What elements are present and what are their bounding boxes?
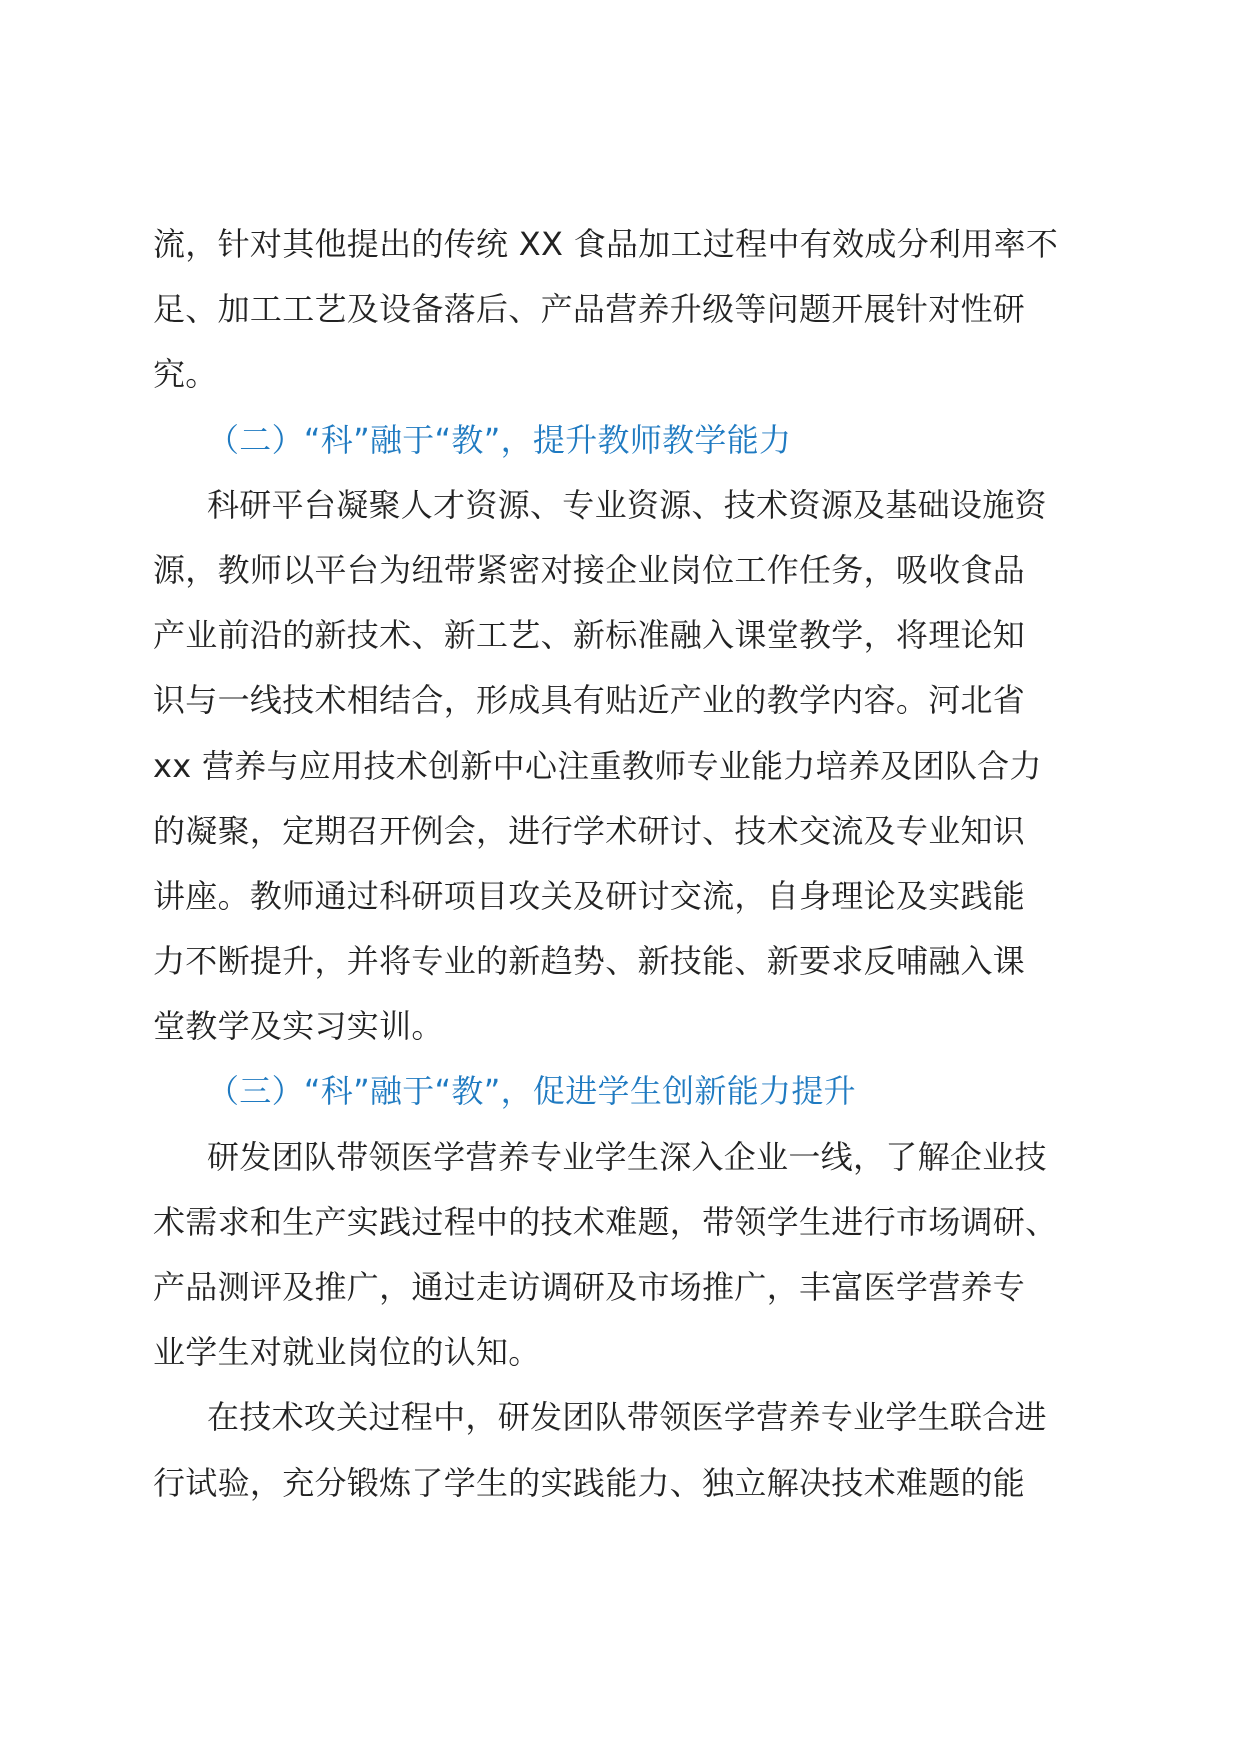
text-line: 识与一线技术相结合，形成具有贴近产业的教学内容。河北省 [153,681,1026,720]
text-line: 行试验，充分锻炼了学生的实践能力、独立解决技术难题的能 [153,1463,1026,1502]
text-line: 业学生对就业岗位的认知。 [153,1333,541,1372]
text-line: 产品测评及推广，通过走访调研及市场推广，丰富医学营养专 [153,1268,1026,1306]
text-line: 力不断提升，并将专业的新趋势、新技能、新要求反哺融入课 [153,942,1026,981]
text-line: 术需求和生产实践过程中的技术难题，带领学生进行市场调研、 [153,1202,1058,1241]
text-line: 产业前沿的新技术、新工艺、新标准融入课堂教学，将理论知 [153,616,1026,655]
text-line: 流，针对其他提出的传统 XX 食品加工过程中有效成分利用率不 [153,225,1059,263]
paragraph-first-line: 在技术攻关过程中，研发团队带领医学营养专业学生联合进 [207,1398,1047,1437]
document-body [153,212,1083,1516]
section-heading-3: （三）“科”融于“教”，促进学生创新能力提升 [207,1072,856,1111]
text-line: xx 营养与应用技术创新中心注重教师专业能力培养及团队合力 [153,746,1042,785]
text-line: 讲座。教师通过科研项目攻关及研讨交流，自身理论及实践能 [153,876,1026,915]
paragraph-first-line: 科研平台凝聚人才资源、专业资源、技术资源及基础设施资 [207,485,1047,524]
section-heading-2: （二）“科”融于“教”，提升教师教学能力 [207,420,792,459]
text-line: 堂教学及实习实训。 [153,1007,444,1046]
text-line: 的凝聚，定期召开例会，进行学术研讨、技术交流及专业知识 [153,811,1026,850]
text-line: 源，教师以平台为纽带紧密对接企业岗位工作任务，吸收食品 [153,550,1026,589]
text-line: 究。 [153,355,218,394]
text-line: 足、加工工艺及设备落后、产品营养升级等问题开展针对性研 [153,290,1026,329]
paragraph-first-line: 研发团队带领医学营养专业学生深入企业一线，了解企业技 [207,1137,1047,1176]
